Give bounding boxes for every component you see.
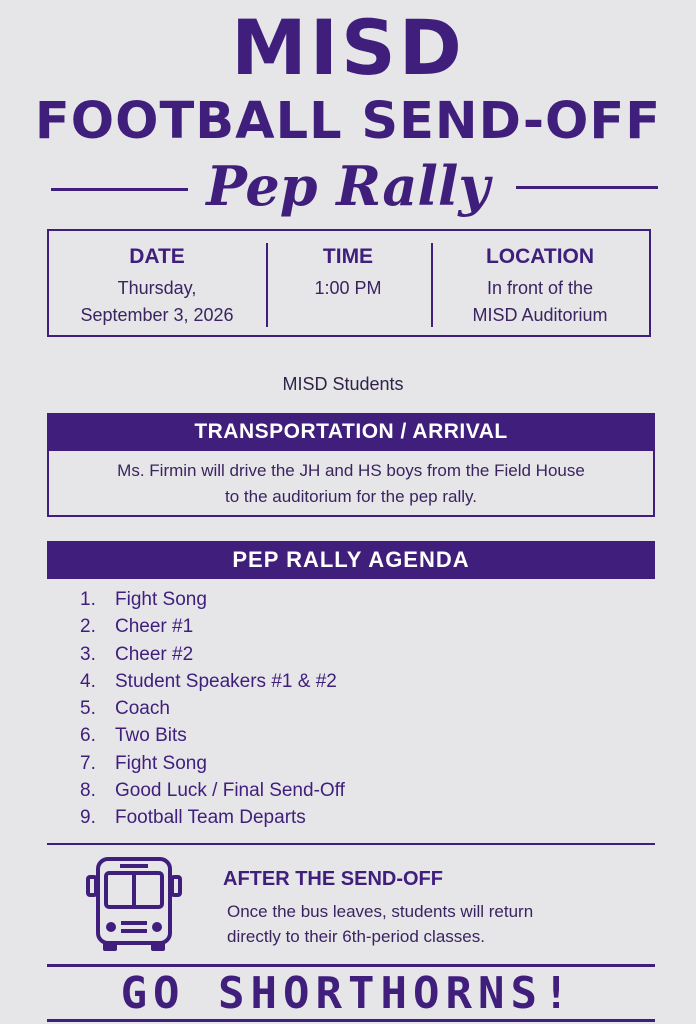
agenda-item <box>80 668 345 695</box>
date-line1: Thursday, <box>117 278 197 298</box>
date-line2: September 3, 2026 <box>80 305 234 325</box>
audience-text: MISD Students <box>282 374 404 394</box>
agenda-number: 5. <box>80 698 96 720</box>
agenda-number: 3. <box>80 643 96 665</box>
agenda-label: Good Luck / Final Send-Off <box>115 780 345 802</box>
agenda-number: 8. <box>80 780 96 802</box>
transportation-line1: Ms. Firmin will drive the JH and HS boys from the Field House <box>117 461 585 480</box>
agenda-item <box>80 641 345 668</box>
location-column <box>431 231 649 335</box>
time-label: TIME <box>322 245 374 268</box>
transportation-heading: TRANSPORTATION / ARRIVAL <box>47 413 655 451</box>
agenda-heading: PEP RALLY AGENDA <box>47 541 655 579</box>
location-line2: MISD Auditorium <box>472 305 608 325</box>
date-column <box>49 231 265 335</box>
agenda-label: Student Speakers #1 & #2 <box>115 670 337 692</box>
agenda-list <box>80 586 345 832</box>
column-divider <box>266 243 268 327</box>
agenda-item <box>80 613 345 640</box>
agenda-item <box>80 750 345 777</box>
column-divider <box>431 243 433 327</box>
after-line2: directly to their 6th-period classes. <box>227 927 485 946</box>
section-divider <box>47 843 655 845</box>
agenda-number: 1. <box>80 589 96 610</box>
pep-rally-title: Pep Rally <box>206 154 490 218</box>
title-football-send-off: FOOTBALL SEND-OFF <box>34 92 662 151</box>
agenda-label: Fight Song <box>115 589 207 610</box>
agenda-number: 4. <box>80 670 96 692</box>
time-value: 1:00 PM <box>314 278 382 298</box>
agenda-label: Fight Song <box>115 752 207 774</box>
event-info-box <box>47 229 651 337</box>
agenda-label: Cheer #1 <box>115 616 194 638</box>
footer-top-rule <box>47 964 655 967</box>
agenda-label: Coach <box>115 698 170 720</box>
agenda-item <box>80 777 345 804</box>
agenda-item <box>80 695 345 722</box>
agenda-label: Football Team Departs <box>115 807 306 829</box>
transportation-text <box>47 458 655 510</box>
go-shorthorns-text: GO SHORTHORNS! <box>120 968 576 1019</box>
after-line1: Once the bus leaves, students will return <box>227 902 534 921</box>
agenda-item <box>80 722 345 749</box>
after-send-off-heading: AFTER THE SEND-OFF <box>223 868 443 890</box>
agenda-number: 7. <box>80 752 96 774</box>
agenda-item <box>80 804 345 831</box>
agenda-label: Two Bits <box>115 725 187 747</box>
location-line1: In front of the <box>486 278 594 298</box>
date-label: DATE <box>129 245 185 268</box>
agenda-label: Cheer #2 <box>115 643 194 665</box>
title-misd: MISD <box>231 3 465 92</box>
footer-bottom-rule <box>47 1019 655 1022</box>
agenda-number: 2. <box>80 616 96 638</box>
agenda-number: 6. <box>80 725 96 747</box>
transportation-line2: to the auditorium for the pep rally. <box>225 487 477 506</box>
after-send-off-text <box>227 899 533 949</box>
location-label: LOCATION <box>485 245 595 268</box>
time-column <box>265 231 431 335</box>
agenda-item <box>80 586 345 613</box>
bus-icon <box>84 855 184 955</box>
agenda-number: 9. <box>80 807 96 829</box>
